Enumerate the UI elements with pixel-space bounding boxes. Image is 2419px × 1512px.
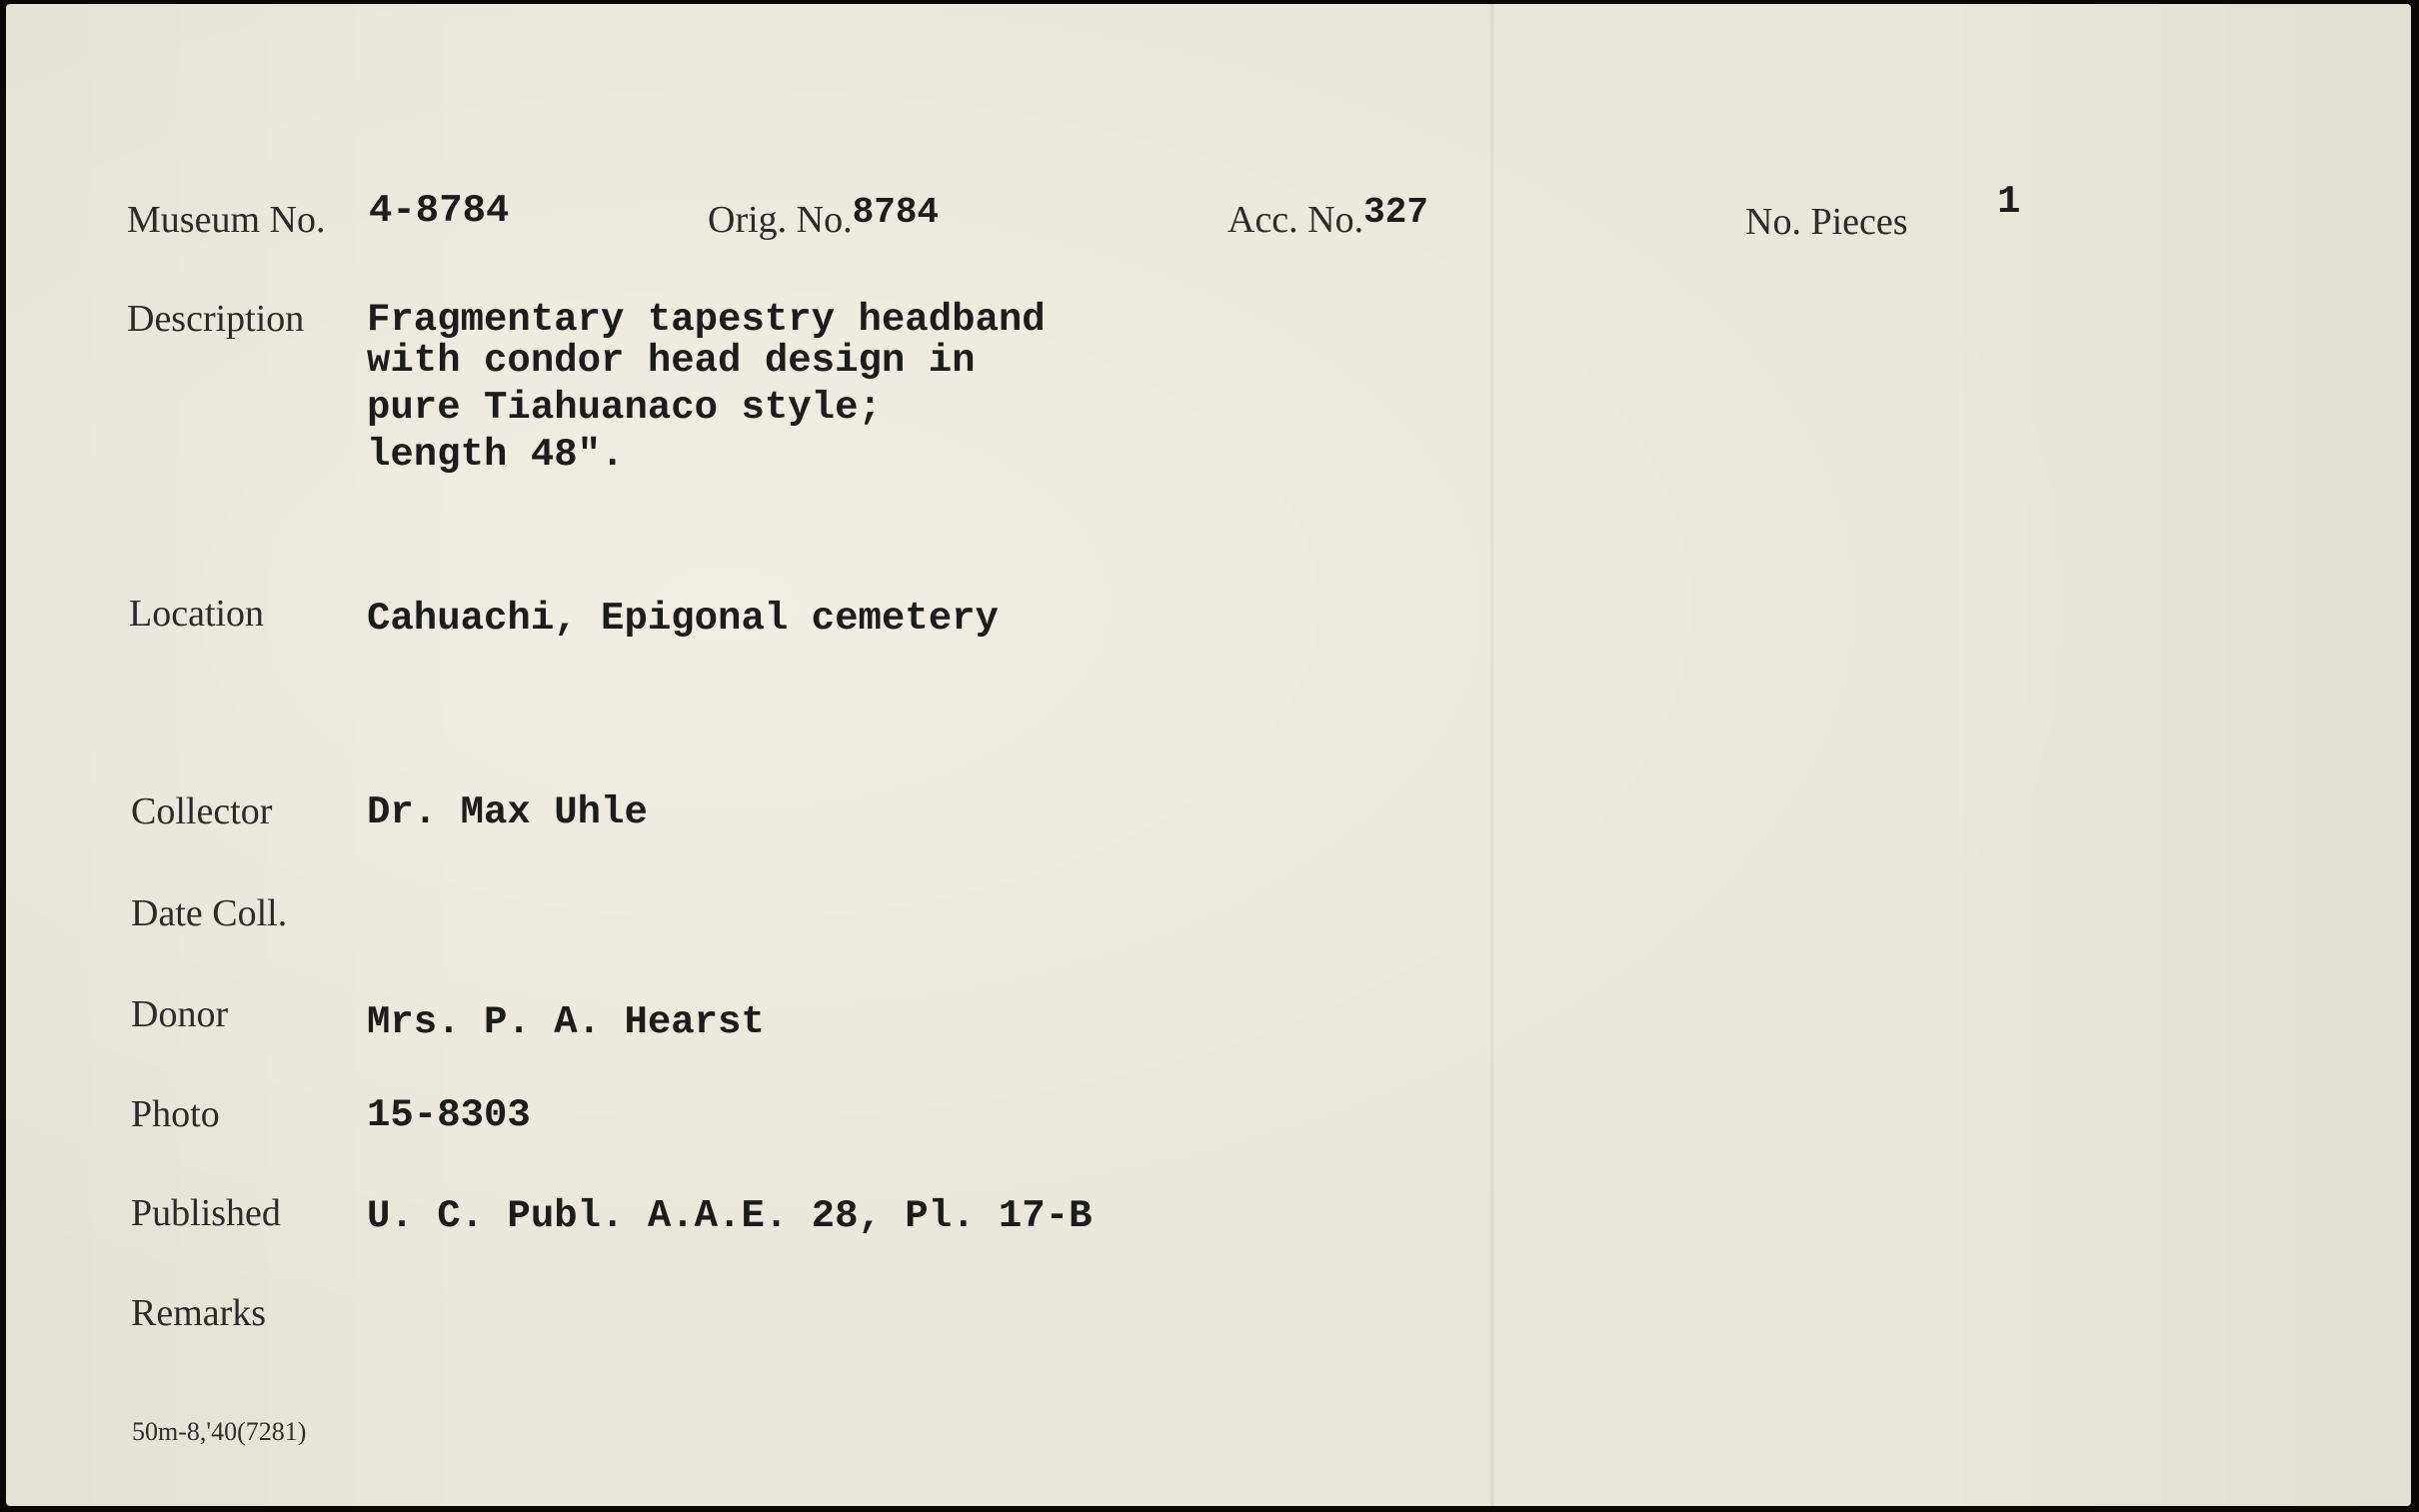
donor-label: Donor bbox=[131, 993, 229, 1035]
orig-no-label-text: Orig. No. bbox=[708, 199, 853, 241]
orig-no-label bbox=[708, 192, 940, 243]
museum-no-value: 4-8784 bbox=[369, 189, 510, 233]
acc-no-label bbox=[1227, 192, 1428, 243]
date-coll-label: Date Coll. bbox=[131, 892, 288, 934]
catalog-card bbox=[6, 4, 2411, 1506]
collector-value: Dr. Max Uhle bbox=[367, 790, 648, 834]
museum-no-label: Museum No. bbox=[127, 199, 326, 241]
description-line: length 48". bbox=[367, 433, 625, 477]
card-fold-line bbox=[1489, 4, 1495, 1506]
no-pieces-value: 1 bbox=[1997, 180, 2021, 224]
location-label: Location bbox=[129, 593, 265, 635]
location-value: Cahuachi, Epigonal cemetery bbox=[367, 597, 999, 641]
description-line: Fragmentary tapestry headband bbox=[367, 298, 1046, 342]
description-line: pure Tiahuanaco style; bbox=[367, 386, 882, 430]
print-code: 50m-8,'40(7281) bbox=[132, 1417, 307, 1446]
remarks-label: Remarks bbox=[131, 1292, 267, 1334]
published-value: U. C. Publ. A.A.E. 28, Pl. 17-B bbox=[367, 1194, 1093, 1238]
collector-label: Collector bbox=[131, 790, 273, 832]
acc-no-label-text: Acc. No. bbox=[1227, 199, 1364, 241]
acc-no-value: 327 bbox=[1363, 192, 1428, 233]
donor-value: Mrs. P. A. Hearst bbox=[367, 1000, 765, 1044]
published-label: Published bbox=[131, 1192, 281, 1234]
description-line: with condor head design in bbox=[367, 339, 976, 383]
orig-no-value: 8784 bbox=[852, 192, 940, 233]
no-pieces-label: No. Pieces bbox=[1745, 201, 1908, 243]
photo-label: Photo bbox=[131, 1093, 220, 1135]
description-label: Description bbox=[127, 298, 305, 340]
description-value bbox=[367, 297, 1046, 479]
photo-value: 15-8303 bbox=[367, 1093, 531, 1137]
